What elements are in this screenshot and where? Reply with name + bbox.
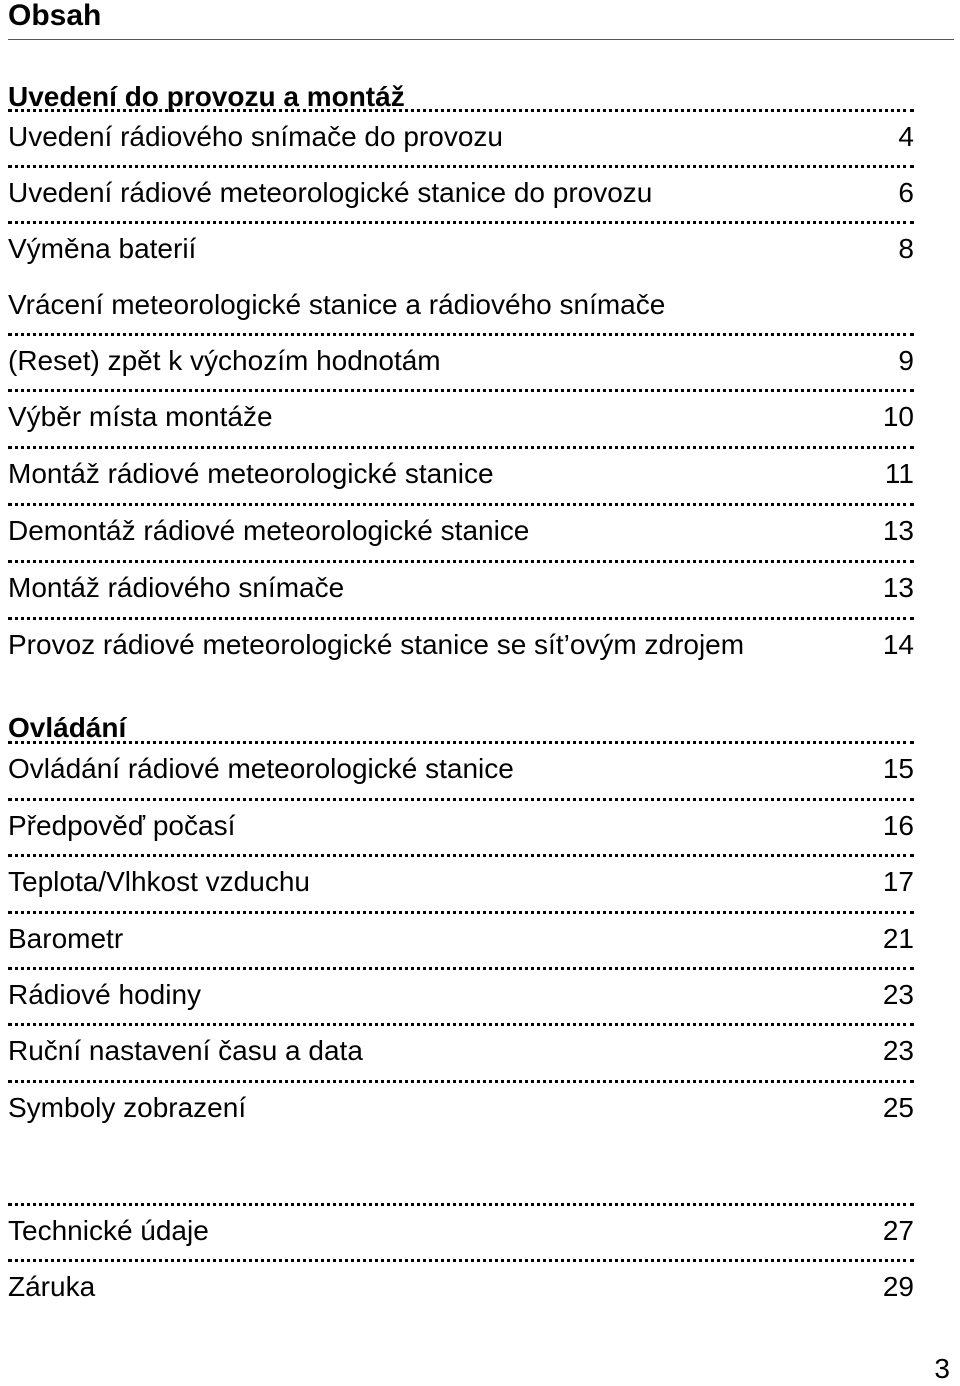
toc-entry-page: 11: [881, 457, 914, 491]
toc-entry-text: Rádiové hodiny: [8, 978, 205, 1012]
toc-entry-text: Výměna baterií: [8, 232, 200, 266]
leader-dots: [8, 165, 914, 168]
leader-dots: [8, 389, 914, 392]
toc-entry-text: Technické údaje: [8, 1214, 213, 1248]
toc-entry-page: 8: [894, 232, 914, 266]
leader-dots: [8, 798, 914, 801]
leader-dots: [8, 221, 914, 224]
toc-entry-page: 14: [879, 628, 914, 662]
toc-entry-page: 15: [879, 752, 914, 786]
toc-entry-page: 25: [879, 1091, 914, 1125]
leader-dots: [8, 617, 914, 620]
toc-entry-text: Provoz rádiové meteorologické stanice se sít’ovým zdrojem: [8, 628, 748, 662]
leader-dots: [8, 333, 914, 336]
toc-entry-text: Symboly zobrazení: [8, 1091, 250, 1125]
leader-dots: [8, 1080, 914, 1083]
toc-entry-text: Uvedení rádiové meteorologické stanice do provozu: [8, 176, 656, 210]
toc-entry-text: Záruka: [8, 1270, 99, 1304]
toc-entry-page: 23: [879, 978, 914, 1012]
page-heading: Obsah: [8, 0, 102, 32]
toc-entry-page: 6: [894, 176, 914, 210]
toc-entry-page: 27: [879, 1214, 914, 1248]
leader-dots: [8, 1259, 914, 1262]
leader-dots: [8, 967, 914, 970]
leader-dots: [8, 911, 914, 914]
leader-dots: [8, 503, 914, 506]
heading-divider: [8, 39, 954, 40]
toc-entry-text: Demontáž rádiové meteorologické stanice: [8, 514, 533, 548]
toc-entry-page: 9: [894, 344, 914, 378]
leader-dots: [8, 741, 914, 744]
toc-entry-text: Ruční nastavení času a data: [8, 1034, 367, 1068]
section-title-operation: Ovládání: [8, 712, 127, 743]
toc-entry-text: Montáž rádiové meteorologické stanice: [8, 457, 498, 491]
page-number: 3: [934, 1353, 950, 1384]
toc-entry-text: Montáž rádiového snímače: [8, 571, 348, 605]
section-title-installation: Uvedení do provozu a montáž: [8, 81, 405, 112]
toc-entry-text: Vrácení meteorologické stanice a rádiového snímače: [8, 288, 669, 322]
toc-entry-page: 13: [879, 571, 914, 605]
toc-entry-page: 16: [879, 809, 914, 843]
leader-dots: [8, 109, 914, 112]
leader-dots: [8, 1023, 914, 1026]
toc-entry-text: (Reset) zpět k výchozím hodnotám: [8, 344, 445, 378]
toc-entry-page: 29: [879, 1270, 914, 1304]
leader-dots: [8, 1203, 914, 1206]
toc-entry-page: 4: [894, 120, 914, 154]
toc-entry-page: 17: [879, 865, 914, 899]
toc-entry-text: Předpověď počasí: [8, 809, 239, 843]
toc-entry-text: Ovládání rádiové meteorologické stanice: [8, 752, 518, 786]
leader-dots: [8, 446, 914, 449]
toc-entry-page: 10: [879, 400, 914, 434]
toc-entry-text: Uvedení rádiového snímače do provozu: [8, 120, 507, 154]
toc-entry-text: Výběr místa montáže: [8, 400, 277, 434]
toc-entry-text: Teplota/Vlhkost vzduchu: [8, 865, 314, 899]
toc-entry-page: 21: [879, 922, 914, 956]
leader-dots: [8, 560, 914, 563]
toc-entry-text: Barometr: [8, 922, 127, 956]
toc-entry-page: 13: [879, 514, 914, 548]
leader-dots: [8, 854, 914, 857]
toc-entry-page: 23: [879, 1034, 914, 1068]
